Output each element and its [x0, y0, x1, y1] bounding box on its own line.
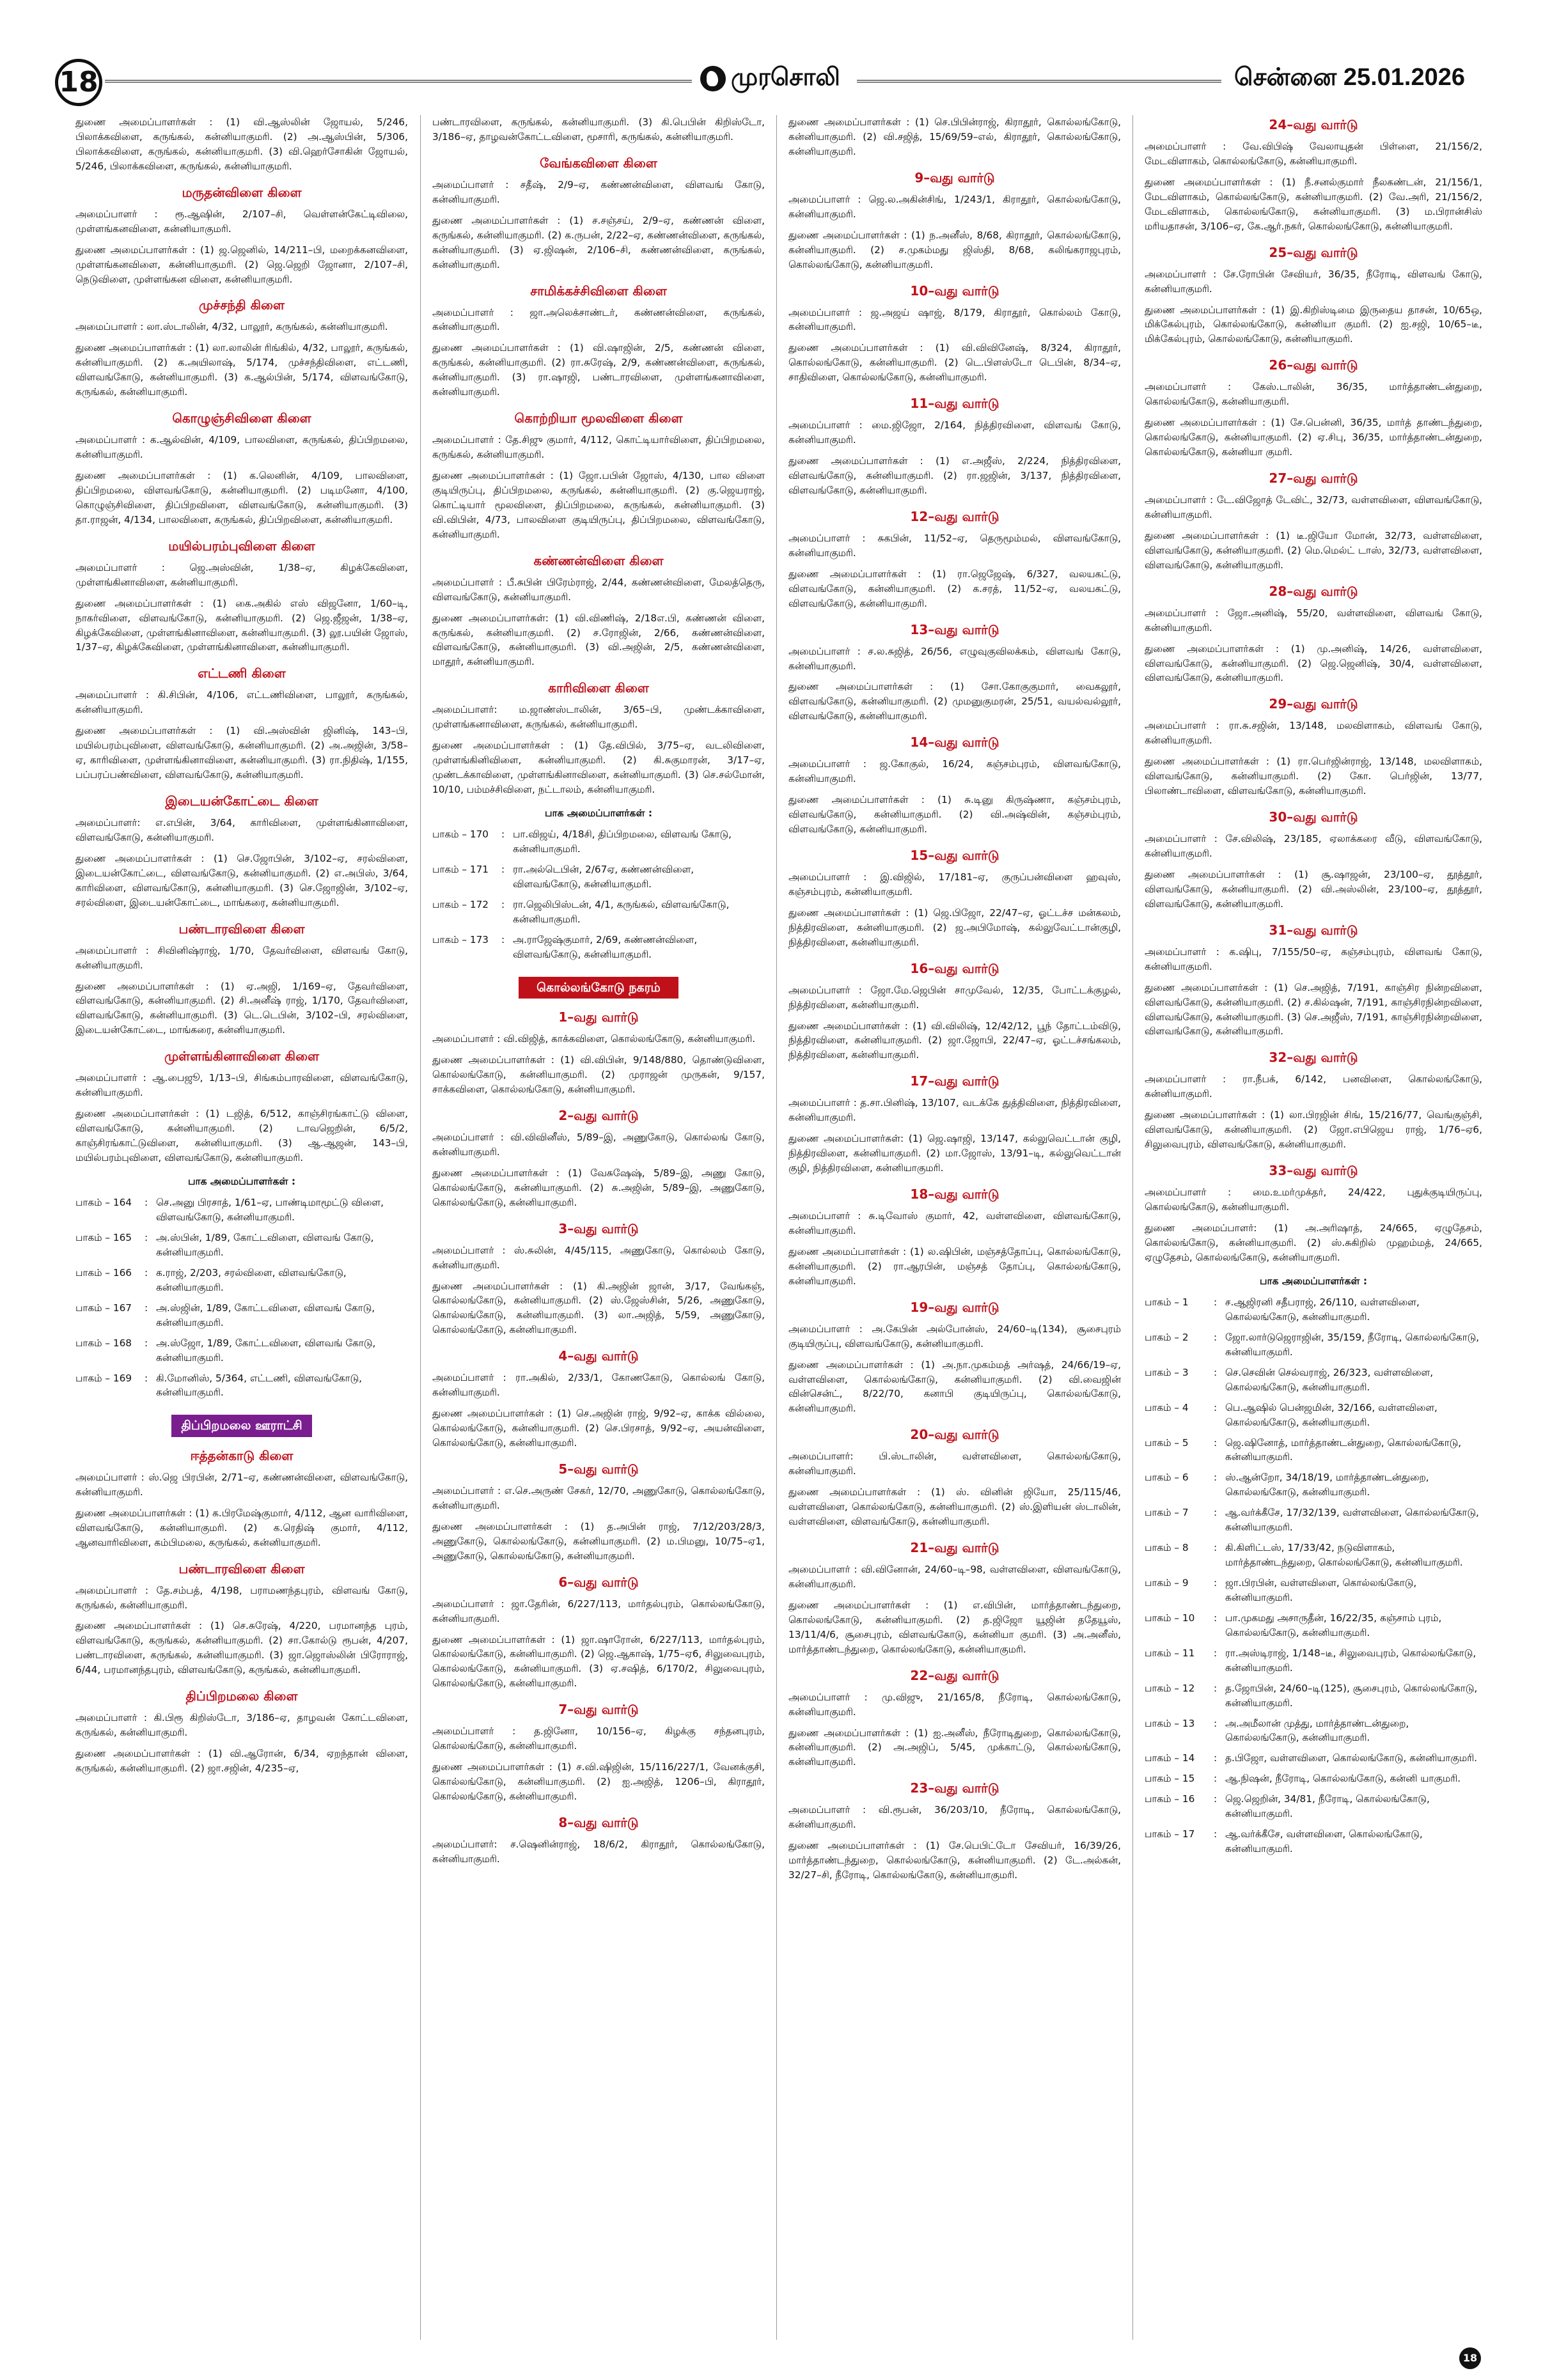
- entry: துணை அமைப்பாளர்கள் : (1) செ.ஜோபின், 3/102–ஏ, சரல்விளை, இடையன்கோட்டை, விளவங்கோடு, கன்னியாகுமரி. (2) எ.அபிஸ், 3/64, காரிவிளை, விளவங்கோடு, கன்னியாகுமரி. (3) செ.ஜோஜின், 3/102–ஏ, சரல்விளை, இடையன்கோட்டை, மாங்கரை, கன்னியாகுமரி.: [75, 852, 408, 908]
- table-row: பாகம் – 173 : அ.ராஜேஷ்குமார், 2/69, கண்ணன்விளை, விளவங்கோடு, கன்னியாகுமரி.: [432, 933, 698, 960]
- masthead: [0, 0, 1543, 109]
- branch-heading: திப்பிறமலை கிளை: [185, 1688, 298, 1704]
- ward-heading: 28–வது வார்டு: [1269, 583, 1358, 599]
- entry: துணை அமைப்பாளர்கள் : (1) எ.அஜீஸ், 2/224, நித்திரவிளை, விளவங்கோடு, கன்னியாகுமரி. (2) ரா.ஜஜின், 3/137, நித்திரவிளை, விளவங்கோடு, கன்னியாகுமரி.: [788, 455, 1121, 496]
- entry: துணை அமைப்பாளர்கள் : (1) கை.அகில் எஸ் விஜனோ, 1/60–டி, நாகர்விளை, விளவங்கோடு, கன்னியாகுமரி. (2) ஜெ.ஜீஜன், 1/38–ஏ, கிழக்கேவிளை, முள்ளங்கினாவிளை, கன்னியாகுமரி. (3) லூ.பயின் ஜோஸ், 1/37–ஏ, கிழக்கேவிளை, முள்ளங்கினாவிளை, கன்னியாகுமரி.: [75, 597, 408, 653]
- table-row: பாகம் – 5 : ஜெ.ஷினோத், மார்த்தாண்டன்துறை, கொல்லங்கோடு, கன்னியாகுமரி.: [1145, 1436, 1462, 1463]
- branch-heading: வேங்கவிளை கிளை: [540, 155, 657, 171]
- entry: துணை அமைப்பாளர்கள் : (1) வி.ஆஸ்லின் ஜோயல், 5/246, பிலாக்கவிளை, கருங்கல், கன்னியாகுமரி. (2) அ.ஆஸ்பின், 5/306, பிலாக்கவிளை, கருங்கல், கன்னியாகுமரி. (3) வி.ஹெர்சோகின் ஜோயல், 5/246, பிலாக்கவிளை, கருங்கல், கன்னியாகுமரி.: [75, 116, 408, 172]
- table-row: பாகம் – 172 : ரா.ஜெலிபிஸ்டன், 4/1, கருங்கல், விளவங்கோடு, கன்னியாகுமரி.: [432, 898, 730, 925]
- table-row: பாகம் – 15 : ஆ.நிஷன், நீரோடி, கொல்லங்கோடு, கன்னி யாகுமரி.: [1145, 1773, 1461, 1785]
- paper-name: முரசொலி: [731, 63, 840, 91]
- entry: அமைப்பாளர் : வி.ரூபன், 36/203/10, நீரோடி, கொல்லங்கோடு, கன்னியாகுமரி.: [788, 1804, 1121, 1831]
- entry: துணை அமைப்பாளர்கள் : (1) செ.சுரேஷ், 4/220, பரமானந்த புரம், விளவங்கோடு, கருங்கல், கன்னியாகுமரி. (2) சா.கோல்டு ரூபன், 4/207, பண்டாரவிளை, கருங்கல், கன்னியாகுமரி. (3) ஜா.ஜொஸ்லின் பிரோராஜ், 6/44, பரமானந்தபுரம், விளவங்கோடு, கருங்கல், கன்னியாகுமரி.: [75, 1620, 408, 1676]
- entry: அமைப்பாளர் : ஜோ.அனிஷ், 55/20, வள்ளவிளை, விளவங் கோடு, கன்னியாகுமரி.: [1145, 607, 1482, 634]
- ward-heading: 20–வது வார்டு: [910, 1427, 999, 1443]
- ward-heading: 17–வது வார்டு: [910, 1073, 999, 1089]
- entry: அமைப்பாளர் : க.ஆல்வின், 4/109, பாலவிளை, கருங்கல், திப்பிறமலை, கன்னியாகுமரி.: [75, 434, 408, 461]
- entry: துணை அமைப்பாளர்கள் : (1) செ.அஜின் ராஜ், 9/92–ஏ, காக்க வில்லை, கொல்லங்கோடு, கன்னியாகுமரி. (2) செ.பிரசாத், 9/92–ஏ, அயன்விளை, கொல்லங்கோடு, கன்னியாகுமரி.: [432, 1408, 765, 1449]
- entry: துணை அமைப்பாளர்கள்: (1) ஜெ.ஷாஜி, 13/147, கல்லுவெட்டான் குழி, நித்திரவிளை, கன்னியாகுமரி. (2) மா.ஜோஸ், 13/91–டி, கல்லுவெட்டான் குழி, நித்திரவிளை, கன்னியாகுமரி.: [788, 1133, 1121, 1174]
- entry: அமைப்பாளர் : டே.விஜோத் டேவிட், 32/73, வள்ளவிளை, விளவங்கோடு, கன்னியாகுமரி.: [1145, 494, 1482, 520]
- entry: அமைப்பாளர் : எ.செ.அருண் சேகர், 12/70, அணுகோடு, கொல்லங்கோடு, கன்னியாகுமரி.: [432, 1484, 765, 1511]
- branch-heading: முள்ளங்கினாவிளை கிளை: [164, 1048, 320, 1064]
- entry: அமைப்பாளர் : கி.சிபின், 4/106, எட்டணிவிளை, பாலூர், கருங்கல், கன்னியாகுமரி.: [75, 689, 408, 716]
- entry: அமைப்பாளர் : ரா.சு.சஜின், 13/148, மலவிளாகம், விளவங் கோடு, கன்னியாகுமரி.: [1145, 720, 1482, 747]
- entry: துணை அமைப்பாளர்கள் : (1) ஜோ.பபின் ஜோஸ், 4/130, பால விளை குடியிருப்பு, திப்பிறமலை, கருங்கல், கன்னியாகுமரி. (2) கு.ஜெயராஜ், கொட்டியார் மூலவிளை, திப்பிறமலை, கருங்கல், கன்னியாகுமரி. (3) வி.விபின், 4/73, பாலவிளை குடியிருப்பு, திப்பிறமலை, விளவங்கோடு, கன்னியாகுமரி.: [432, 470, 765, 540]
- section-subheading: பாக அமைப்பாளர்கள் :: [1259, 1275, 1368, 1287]
- table-row: பாகம் – 14 : த.பிஜோ, வள்ளவிளை, கொல்லங்கோடு, கன்னியாகுமரி.: [1145, 1752, 1477, 1764]
- table-row: பாகம் – 4 : பெ.ஆஷில் பென்ஜமின், 32/166, வள்ளவிளை, கொல்லங்கோடு, கன்னியாகுமரி.: [1145, 1401, 1437, 1428]
- entry: துணை அமைப்பாளர்கள் : (1) ந.அனீஸ், 8/68, கிராதூர், கொல்லங்கோடு, கன்னியாகுமரி. (2) ச.முகம்மது ஜிஸ்தி, 8/68, கலிங்கராஜபுரம், கொல்லங்கோடு, கன்னியாகுமரி.: [788, 229, 1121, 270]
- branch-heading: மருதன்விளை கிளை: [182, 184, 302, 200]
- entry: துணை அமைப்பாளர்கள் : (1) ஜா.ஷாரோன், 6/227/113, மார்தல்புரம், கொல்லங்கோடு, கன்னியாகுமரி. (2) ஜெ.ஆகாஷ், 1/75–ஏ6, சிலுவைபுரம், கொல்லங்கோடு, கன்னியாகுமரி. (3) ஏ.சஷித், 6/170/2, சிலுவைபுரம், கொல்லங்கோடு, கன்னியாகுமரி.: [432, 1633, 765, 1690]
- entry: அமைப்பாளர் : ரூ.ஆஷின், 2/107–சி, வெள்ளன்கேட்டிவிலை, முள்ளங்கனவிளை, கன்னியாகுமரி.: [75, 208, 408, 235]
- ward-heading: 27–வது வார்டு: [1269, 471, 1358, 486]
- entry: அமைப்பாளர் : த.ஜினோ, 10/156–ஏ, கிழக்கு சந்தனபுரம், கொல்லங்கோடு, கன்னியாகுமரி.: [432, 1725, 765, 1752]
- table-row: பாகம் – 10 : பா.முகமது அசாருதீன், 16/22/35, கஞ்சாம் புரம், கொல்லங்கோடு, கன்னியாகுமரி.: [1145, 1612, 1442, 1638]
- ward-heading: 32–வது வார்டு: [1269, 1050, 1358, 1066]
- entry: அமைப்பாளர் : இ.விஜில், 17/181–ஏ, குருப்பன்விளை ஹவுஸ், கஞ்சம்புரம், கன்னியாகுமரி.: [788, 871, 1121, 898]
- masthead-logo: [700, 63, 840, 95]
- entry: துணை அமைப்பாளர்கள் : (1) தே.விபில், 3/75–ஏ, வடலிவிளை, முள்ளங்கினிவிளை, கன்னியாகுமரி. (2) கி.சுகுமாரன், 3/17–ஏ, முண்டக்காவிளை, முள்ளங்கினாவிளை, கன்னியாகுமரி. (3) செ.சல்மோன், 10/10, பம்மச்சிவிளை, நட்டாலம், கன்னியாகுமரி.: [432, 740, 765, 795]
- section-banner: கொல்லங்கோடு நகரம்: [519, 977, 678, 999]
- entry: துணை அமைப்பாளர்கள் : (1) ரா.ஜெஜேஷ், 6/327, வலயகட்டு, விளவங்கோடு, கன்னியாகுமரி. (2) க.சரத், 11/52–ஏ, வலயகட்டு, விளவங்கோடு, கன்னியாகுமரி.: [788, 568, 1121, 609]
- entry: அமைப்பாளர்: ச.ஷெனின்ராஜ், 18/6/2, கிராதூர், கொல்லங்கோடு, கன்னியாகுமரி.: [432, 1838, 765, 1865]
- entry: அமைப்பாளர் : சு.டிவோஸ் குமார், 42, வள்ளவிளை, விளவங்கோடு, கன்னியாகுமரி.: [788, 1210, 1121, 1236]
- ward-heading: 15–வது வார்டு: [910, 847, 999, 863]
- entry: துணை அமைப்பாளர்கள் : (1) சோ.கோகுகுமார், வைகலூர், விளவங்கோடு, கன்னியாகுமரி. (2) முமனுகுமரன், 25/51, வயல்வல்லூர், விளவங்கோடு, கன்னியாகுமரி.: [788, 681, 1121, 722]
- ward-heading: 3–வது வார்டு: [558, 1220, 639, 1236]
- entry: துணை அமைப்பாளர்கள் : (1) ஸ். வினின் ஜியோ, 25/115/46, வள்ளவிளை, கொல்லங்கோடு, கன்னியாகுமரி. (2) ஸ்.இளியன் ஸ்டாலின், வள்ளவிளை, விளவங்கோடு, கன்னியாகுமரி.: [788, 1486, 1121, 1528]
- ward-heading: 19–வது வார்டு: [910, 1299, 999, 1315]
- page-number-badge: 18: [55, 59, 102, 106]
- entry: அமைப்பாளர் : ஸ்.சுலின், 4/45/115, அணுகோடு, கொல்லம் கோடு, கன்னியாகுமரி.: [432, 1244, 765, 1271]
- ward-heading: 16–வது வார்டு: [910, 960, 999, 976]
- entry: துணை அமைப்பாளர்கள் : (1) வேசுஷேஷ், 5/89–இ, அணு கோடு, கொல்லங்கோடு, கன்னியாகுமரி. (2) சு.அஜின், 5/89–இ, அணுகோடு, கொல்லங்கோடு, கன்னியாகுமரி.: [432, 1167, 765, 1208]
- ward-heading: 29–வது வார்டு: [1269, 696, 1358, 712]
- entry: துணை அமைப்பாளர்கள் : (1) செ.அஜித், 7/191, காஞ்சிர நின்றவிளை, விளவங்கோடு, கன்னியாகுமரி. (2) ச.கில்ஷன், 7/191, காஞ்சிரநின்றவிளை, விளவங்கோடு, கன்னியாகுமரி. (3) செ.அஜீஸ், 7/191, காஞ்சிரநின்றவிளை, விளவங்கோடு, கன்னியாகுமரி.: [1145, 981, 1482, 1038]
- entry: துணை அமைப்பாளர்கள் : (1) லா.லாலின் ரிங்கில், 4/32, பாலூர், கருங்கல், கன்னியாகுமரி. (2) க.அயிலாஷ், 5/174, முச்சந்திவிளை, எட்டணி, விளவங்கோடு, கன்னியாகுமரி. (3) க.ஆல்பின், 5/174, விளவங்கோடு, கருங்கல், கன்னியாகுமரி.: [75, 342, 408, 398]
- ward-heading: 31–வது வார்டு: [1269, 922, 1358, 938]
- branch-heading: கண்ணன்விளை கிளை: [533, 552, 664, 568]
- entry: பண்டாரவிளை, கருங்கல், கன்னியாகுமரி. (3) கி.பெபின் கிறிஸ்டோ, 3/186–ஏ, தாழவன்கோட்டவிளை, மூசாரி, கருங்கல், கன்னியாகுமரி.: [432, 116, 765, 143]
- entry: துணை அமைப்பாளர்கள் : (1) க.லெனின், 4/109, பாலவிளை, திப்பிறமலை, விளவங்கோடு, கன்னியாகுமரி. (2) படிமனோ, 4/100, கொழுஞ்சிவிளை, திப்பிறவிளை, விளவங்கோடு, கன்னியாகுமரி. (3) தா.ராஜன், 4/134, பாலவிளை, கருங்கல், திப்பிறவிளை, கன்னியாகுமரி.: [75, 470, 408, 525]
- entry: துணை அமைப்பாளர்கள் : (1) ச.சஞ்சய், 2/9–ஏ, கண்ணன் விளை, கருங்கல், கன்னியாகுமரி. (2) க.ருபன், 2/22–ஏ, கண்ணன்விளை, கருங்கல், கன்னியாகுமரி. (3) ஏ.ஜிஷன், 2/106–சி, கண்ணன்விளை, கருங்கல், கன்னியாகுமரி.: [432, 214, 765, 270]
- table-row: பாகம் – 165 : அ.ஸ்பின், 1/89, கோட்டவிளை, விளவங் கோடு, கன்னியாகுமரி.: [75, 1232, 374, 1258]
- entry: துணை அமைப்பாளர்கள் : (1) வி.விவினேஷ், 8/324, கிராதூர், கொல்லங்கோடு, கன்னியாகுமரி. (2) டெ.பிளஸ்டோ டெபின், 8/34–ஏ, சாதிவிளை, கொல்லங்கோடு, கன்னியாகுமரி.: [788, 342, 1121, 384]
- entry: அமைப்பாளர் : சே.ரோபின் சேவியர், 36/35, நீரோடி, விளவங் கோடு, கன்னியாகுமரி.: [1145, 268, 1482, 295]
- section-banner: திப்பிறமலை ஊராட்சி: [171, 1415, 312, 1437]
- entry: அமைப்பாளர் : ரா.நீபக், 6/142, பனவிளை, கொல்லங்கோடு, கன்னியாகுமரி.: [1145, 1073, 1482, 1100]
- table-row: பாகம் – 3 : செ.செவின் செல்வராஜ், 26/323, வள்ளவிளை, கொல்லங்கோடு, கன்னியாகுமரி.: [1145, 1366, 1434, 1393]
- entry: அமைப்பாளர் : வி.வினோன், 24/60–டி–98, வள்ளவிளை, விளவங்கோடு, கன்னியாகுமரி.: [788, 1564, 1121, 1590]
- entry: அமைப்பாளர் : ஆ.பைஜூ, 1/13–பி, சிங்கம்பாரவிளை, விளவங்கோடு, கன்னியாகுமரி.: [75, 1072, 408, 1099]
- table-row: பாகம் – 6 : ஸ்.ஆன்றோ, 34/18/19, மார்த்தாண்டன்துறை, கொல்லங்கோடு, கன்னியாகுமரி.: [1145, 1472, 1429, 1498]
- branch-heading: கொற்றியா மூலவிளை கிளை: [514, 410, 683, 426]
- entry: அமைப்பாளர் : தே.சம்பத், 4/198, பராமணந்தபுரம், விளவங் கோடு, கருங்கல், கன்னியாகுமரி.: [75, 1584, 408, 1611]
- entry: துணை அமைப்பாளர்கள் : (1) ஐ.அனீஸ், நீரோடிதுறை, கொல்லங்கோடு, கன்னியாகுமரி. (2) அ.அஜிப், 5/45, முக்காட்டு, கொல்லங்கோடு, கன்னியாகுமரி.: [788, 1727, 1121, 1768]
- rising-sun-icon: [700, 66, 726, 91]
- entry: அமைப்பாளர் : ஜா.தேரின், 6/227/113, மார்தல்புரம், கொல்லங்கோடு, கன்னியாகுமரி.: [432, 1598, 765, 1624]
- column-2: [432, 115, 765, 2340]
- table-row: பாகம் – 7 : ஆ.வர்க்கீசே, 17/32/139, வள்ளவிளை, கொல்லங்கோடு, கன்னியாகுமரி.: [1145, 1507, 1479, 1534]
- entry: அமைப்பாளர்: பி.ஸ்டாலின், வள்ளவிளை, கொல்லங்கோடு, கன்னியாகுமரி.: [788, 1451, 1121, 1477]
- entry: அமைப்பாளர் : க.ஷிபு, 7/155/50–ஏ, கஞ்சம்புரம், விளவங் கோடு, கன்னியாகுமரி.: [1145, 945, 1482, 972]
- table-row: பாகம் – 164 : செ.அனு பிரசாத், 1/61–ஏ, பாண்டிமாமூட்டு விளை, விளவங்கோடு, கன்னியாகுமரி.: [75, 1197, 384, 1224]
- entry: அமைப்பாளர் : வே.விபிஷ் வேலாயுதன் பிள்ளை, 21/156/2, மேடவிளாகம், கொல்லங்கோடு, கன்னியாகுமரி.: [1145, 141, 1482, 167]
- entry: துணை அமைப்பாளர்கள் : (1) அ.நா.முகம்மத் அர்ஷத், 24/66/19–ஏ, வள்ளவிளை, கொல்லங்கோடு, கன்னியாகுமரி. (2) வி.வைஜின் வின்சென்ட், 8/22/70, கனாபி குடியிருப்பு, கொல்லங்கோடு, கன்னியாகுமரி.: [788, 1358, 1121, 1415]
- entry: அமைப்பாளர்: ம.ஜாண்ஸ்டாலின், 3/65–பி, முண்டக்காவிளை, முள்ளங்கனாவிளை, கருங்கல், கன்னியாகுமரி.: [432, 704, 765, 731]
- entry: துணை அமைப்பாளர்கள் : (1) மு.அனிஷ், 14/26, வள்ளவிளை, விளவங்கோடு, கன்னியாகுமரி. (2) ஜெ.ஜெனிஷ், 30/4, வள்ளவிளை, விளவங்கோடு, கன்னியாகுமரி.: [1145, 642, 1482, 684]
- section-subheading: பாக அமைப்பாளர்கள் :: [544, 807, 653, 819]
- entry: அமைப்பாளர் : பீ.சுபின் பிரேம்ராஜ், 2/44, கண்ணன்விளை, மேலத்தெரு, விளவங்கோடு, கன்னியாகுமரி.: [432, 576, 765, 603]
- article-columns: [75, 115, 1482, 2340]
- entry: துணை அமைப்பாளர்கள் : (1) வி.ஆரோன், 6/34, ஏறந்தான் விளை, கருங்கல், கன்னியாகுமரி. (2) ஜா.சஜின், 4/235–ஏ,: [75, 1748, 408, 1774]
- entry: துணை அமைப்பாளர்கள் : (1) க.பிரமேஷ்குமார், 4/112, ஆன வாரிவிளை, விளவங்கோடு, கன்னியாகுமரி. (2) க.ரெதிஷ் குமார், 4/112, ஆனவாரிவிளை, கம்பிமலை, கருங்கல், கன்னியாகுமரி.: [75, 1507, 408, 1548]
- entry: அமைப்பாளர் : ஜா.அலெக்சாண்டர், கண்ணன்விளை, கருங்கல், கன்னியாகுமரி.: [432, 306, 765, 333]
- entry: துணை அமைப்பாளர்கள் : (1) சூ.ஷாஜன், 23/100–ஏ, தூத்தூர், விளவங்கோடு, கன்னியாகுமரி. (2) வி.அஸ்லின், 23/100–ஏ, தூத்தூர், விளவங்கோடு, கன்னியாகுமரி.: [1145, 868, 1482, 910]
- entry: துணை அமைப்பாளர்கள் : (1) செ.பிபின்ராஜ், கிராதூர், கொல்லங்கோடு, கன்னியாகுமரி. (2) வி.சஜித், 15/69/59–எல், கிராதூர், கொல்லங்கோடு, கன்னியாகுமரி.: [788, 116, 1121, 157]
- entry: துணை அமைப்பாளர்கள் : (1) டீ.ஜியோ மோன், 32/73, வள்ளவிளை, விளவங்கோடு, கன்னியாகுமரி. (2) மெ.மெல்ட் டாஸ், 32/73, வள்ளவிளை, விளவங்கோடு, கன்னியாகுமரி.: [1145, 529, 1482, 571]
- entry: அமைப்பாளர் : அ.கேபின் அல்போன்ஸ், 24/60–டி(134), சூசைபுரம் குடியிருப்பு, விளவங்கோடு, கன்னியாகுமரி.: [788, 1323, 1121, 1349]
- entry: துணை அமைப்பாளர்கள்: (1) வி.விணிஷ், 2/18எ.பி, கண்ணன் விளை, கருங்கல், கன்னியாகுமரி. (2) ச.ரோஜின், 2/66, கண்ணன்விளை, விளவங்கோடு, கன்னியாகுமரி. (3) வி.அஜின், 2/5, கண்ணன்விளை, மாதூர், கன்னியாகுமரி.: [432, 612, 765, 668]
- entry: அமைப்பாளர் : ஜ.அஜய் ஷாஜ், 8/179, கிராதூர், கொல்லம் கோடு, கன்னியாகுமரி.: [788, 306, 1121, 333]
- entry: துணை அமைப்பாளர்கள் : (1) வி.விலிஷ், 12/42/12, பூந் தோட்டம்விடு, நித்திரவிளை, கன்னியாகுமரி. (2) ஜா.ஜோபி, 22/47–ஏ, ஓட்டச்சங்கலம், நித்திரவிளை, கன்னியாகுமரி.: [788, 1020, 1121, 1061]
- entry: அமைப்பாளர் : சிவினிஷ்ராஜ், 1/70, தேவர்விளை, விளவங் கோடு, கன்னியாகுமரி.: [75, 944, 408, 971]
- ward-heading: 6–வது வார்டு: [558, 1574, 639, 1590]
- column-3: [788, 115, 1121, 2340]
- ward-heading: 24–வது வார்டு: [1269, 117, 1358, 132]
- ward-heading: 26–வது வார்டு: [1269, 357, 1358, 373]
- entry: துணை அமைப்பாளர்கள் : (1) ஜெ.பிஜோ, 22/47–ஏ, ஓட்டச்ச மன்கலம், நித்திரவிளை, கன்னியாகுமரி. (2) ஜ.அபிமோஷ், கல்லுவேட்டான்குழி, நித்திரவிளை, கன்னியாகுமரி.: [788, 906, 1121, 948]
- booth-table: [75, 1195, 408, 1406]
- column-1: [75, 115, 408, 2340]
- table-row: பாகம் – 12 : த.ஜோபின், 24/60–டி(125), சூசைபுரம், கொல்லங்கோடு, கன்னியாகுமரி.: [1145, 1682, 1478, 1709]
- entry: துணை அமைப்பாளர்கள் : (1) நீ.சனல்குமார் நீலகண்டன், 21/156/1, மேடவிளாகம், கொல்லங்கோடு, கன்னியாகுமரி. (2) வே.அரி, 21/156/2, மேடவிளாகம், கொல்லங்கோடு, கன்னியாகுமரி. (3) ம.பிரான்சிஸ் மரியதாசன், 3/106–ஏ, கே.ஆர்.நகர், கொல்லங்கோடு, கன்னியாகுமரி.: [1145, 176, 1482, 232]
- entry: அமைப்பாளர் : த.சா.பினிஷ், 13/107, வடக்கே துத்திவிளை, நித்திரவிளை, கன்னியாகுமரி.: [788, 1097, 1121, 1124]
- table-row: பாகம் – 11 : ரா.அஸ்டிராஜ், 1/148–டீ, சிலுவைபுரம், கொல்லங்கோடு, கன்னியாகுமரி.: [1145, 1647, 1476, 1674]
- ward-heading: 9–வது வார்டு: [914, 169, 995, 185]
- entry: அமைப்பாளர் : தே.சிஜு குமார், 4/112, கொட்டியார்விளை, திப்பிறமலை, கருங்கல், கன்னியாகுமரி.: [432, 434, 765, 461]
- entry: அமைப்பாளர் : லா.ஸ்டாலின், 4/32, பாலூர், கருங்கல், கன்னியாகுமரி.: [75, 321, 388, 333]
- entry: துணை அமைப்பாளர்கள் : (1) எ.விபின், மார்த்தாண்டந்துறை, கொல்லங்கோடு, கன்னியாகுமரி. (2) த.ஜிஜோ யூஜின் ததேயூஸ், 13/11/4/6, சூசைபுரம், விளவங்கோடு, கன்னியா குமரி. (3) அ.அனீஸ், மார்த்தாண்டந்துறை, கொல்லங்கோடு, கன்னியாகுமரி.: [788, 1599, 1121, 1655]
- branch-heading: மயில்பரம்புவிளை கிளை: [168, 538, 315, 554]
- entry: துணை அமைப்பாளர்கள் : (1) கி.அஜின் ஜான், 3/17, வேங்கஞ், கொல்லங்கோடு, கன்னியாகுமரி. (2) ஸ்.ஜேஸ்சின், 5/26, அணுகோடு, கொல்லங்கோடு, கன்னியாகுமரி. (3) லா.அஜித், 5/59, அணுகோடு, கொல்லங்கோடு, கன்னியாகுமரி.: [432, 1280, 765, 1336]
- ward-heading: 18–வது வார்டு: [910, 1186, 999, 1202]
- entry: துணை அமைப்பாளர்கள் : (1) சு.டினு கிருஷ்ணா, கஞ்சம்புரம், விளவங்கோடு, கன்னியாகுமரி. (2) வி.அஷ்வின், கஞ்சம்புரம், விளவங்கோடு, கன்னியாகுமரி.: [788, 794, 1121, 835]
- entry: அமைப்பாளர் : சதீஷ், 2/9–ஏ, கண்ணன்விளை, விளவங் கோடு, கன்னியாகுமரி.: [432, 178, 765, 205]
- ward-heading: 21–வது வார்டு: [910, 1540, 999, 1555]
- table-row: பாகம் – 16 : ஜெ.ஜெறின், 34/81, நீரோடி, கொல்லங்கோடு, கன்னியாகுமரி.: [1145, 1793, 1430, 1820]
- entry: துணை அமைப்பாளர்கள் : (1) ஏ.அஜி, 1/169–ஏ, தேவர்விளை, விளவங்கோடு, கன்னியாகுமரி. (2) சி.அனீஷ் ராஜ், 1/170, தேவர்விளை, விளவங்கோடு, கன்னியாகுமரி. (3) டெ.டெபின், 3/102–பி, சரல்விளை, இடையன்கோட்டை, மாங்கரை, கன்னியாகுமரி.: [75, 980, 408, 1036]
- branch-heading: சாமிக்கச்சிவிளை கிளை: [530, 283, 667, 299]
- entry: அமைப்பாளர் : ஸ்.ஜெ பிரபின், 2/71–ஏ, கண்ணன்விளை, விளவங்கோடு, கன்னியாகுமரி.: [75, 1471, 408, 1498]
- ward-heading: 4–வது வார்டு: [558, 1348, 639, 1364]
- booth-table: [1145, 1295, 1482, 1862]
- ward-heading: 22–வது வார்டு: [910, 1667, 999, 1683]
- branch-heading: பண்டாரவிளை கிளை: [178, 1560, 305, 1576]
- table-row: பாகம் – 17 : ஆ.வர்க்கீசே, வள்ளவிளை, கொல்லங்கோடு, கன்னியாகுமரி.: [1145, 1828, 1423, 1855]
- entry: அமைப்பாளர் : கி.பிரூ கிறிஸ்டோ, 3/186–ஏ, தாழவன் கோட்டவிளை, கருங்கல், கன்னியாகுமரி.: [75, 1712, 408, 1739]
- table-row: பாகம் – 9 : ஜா.பிரபின், வள்ளவிளை, கொல்லங்கோடு, கன்னியாகுமரி.: [1145, 1577, 1417, 1603]
- table-row: பாகம் – 13 : அ.அமீலான் முத்து, மார்த்தாண்டன்துறை, கொல்லங்கோடு, கன்னியாகுமரி.: [1145, 1717, 1409, 1744]
- ward-heading: 23–வது வார்டு: [910, 1780, 999, 1796]
- branch-heading: இடையன்கோட்டை கிளை: [165, 793, 318, 809]
- entry: துணை அமைப்பாளர்: (1) அ.அரிஷாத், 24/665, ஏழுதேசம், கொல்லங்கோடு, கன்னியாகுமரி. (2) ஸ்.சுகிறில் முஹம்மத், 24/665, ஏழுதேசம், கொல்லங்கோடு, கன்னியாகுமரி.: [1145, 1222, 1482, 1263]
- entry: துணை அமைப்பாளர்கள் : (1) த.அபின் ராஜ், 7/12/203/28/3, அணுகோடு, கொல்லங்கோடு, கன்னியாகுமரி. (2) ம.பிமனு, 10/75–ஏ1, அணுகோடு, கொல்லங்கோடு, கன்னியாகுமரி.: [432, 1520, 765, 1562]
- branch-heading: முச்சந்தி கிளை: [199, 297, 285, 313]
- entry: துணை அமைப்பாளர்கள் : (1) இ.கிறிஸ்டிமை இருதைய தாசன், 10/65ஒ, மிக்கேல்புரம், கொல்லங்கோடு, கன்னியா குமரி. (2) ஐ.சஜி, 10/65–டீ, மிக்கேல்புரம், கொல்லங்கோடு, கன்னியாகுமரி.: [1145, 304, 1482, 345]
- entry: அமைப்பாளர் : சுகபின், 11/52–ஏ, தெருமூம்மல், விளவங்கோடு, கன்னியாகுமரி.: [788, 532, 1121, 559]
- ward-heading: 2–வது வார்டு: [558, 1107, 639, 1123]
- section-subheading: பாக அமைப்பாளர்கள் :: [187, 1175, 296, 1187]
- branch-heading: ஈத்தன்காடு கிளை: [190, 1447, 294, 1463]
- table-row: பாகம் – 171 : ரா.அல்டெபின், 2/67ஏ, கண்ணன்விளை, விளவங்கோடு, கன்னியாகுமரி.: [432, 864, 694, 890]
- entry: துணை அமைப்பாளர்கள் : (1) ஜ.ஜெனில், 14/211–பி, மறைக்கனவிளை, முள்ளங்கனவிளை, கன்னியாகுமரி. (2) ஜெ.ஜெறி ஜோனா, 2/107–சி, நெடுவிளை, முள்ளங்கன விளை, கன்னியாகுமரி.: [75, 244, 408, 285]
- entry: துணை அமைப்பாளர்கள் : (1) ரா.பெர்ஜின்ராஜ், 13/148, மலவிளாகம், விளவங்கோடு, கன்னியாகுமரி. (2) கோ. பெர்ஜின், 13/77, பிலாண்டாவிளை, விளவங்கோடு, கன்னியாகுமரி.: [1145, 756, 1482, 797]
- entry: அமைப்பாளர் : ஜெ.ல.அகின்சிங், 1/243/1, கிராதூர், கொல்லங்கோடு, கன்னியாகுமரி.: [788, 193, 1121, 220]
- entry: அமைப்பாளர் : ச.ல.சுஜித், 26/56, எழுவுகுவிலக்கம், விளவங் கோடு, கன்னியாகுமரி.: [788, 645, 1121, 672]
- table-row: பாகம் – 168 : அ.ஸ்ஜோ, 1/89, கோட்டவிளை, விளவங் கோடு, கன்னியாகுமரி.: [75, 1337, 376, 1364]
- entry: துணை அமைப்பாளர்கள் : (1) வி.ஷாஜின், 2/5, கண்ணன் விளை, கருங்கல், கன்னியாகுமரி. (2) ரா.சுரேஷ், 2/9, கண்ணன்விளை, கருங்கல், கன்னியாகுமரி. (3) ரா.ஷாஜி, பண்டாரவிளை, முள்ளங்கனாவிளை, கன்னியாகுமரி.: [432, 342, 765, 398]
- dateline: சென்னை 25.01.2026: [1234, 64, 1466, 91]
- entry: துணை அமைப்பாளர்கள் : (1) சே.பென்னி, 36/35, மார்த் தாண்டந்துறை, கொல்லங்கோடு, கன்னியாகுமரி. (2) ஏ.சிபு, 36/35, மார்த்தாண்டன்துறை, கொல்லங்கோடு, கன்னியா குமரி.: [1145, 417, 1482, 458]
- table-row: பாகம் – 166 : க.ராஜ், 2/203, சரல்விளை, விளவங்கோடு, கன்னியாகுமரி.: [75, 1266, 347, 1293]
- entry: துணை அமைப்பாளர்கள் : (1) வி.விபின், 9/148/880, தொண்டுவிளை, கொல்லங்கோடு, கன்னியாகுமரி. (2) முராஜன் முருகன், 9/157, சாக்கவிளை, கொல்லங்கோடு, கன்னியாகுமரி.: [432, 1054, 765, 1095]
- table-row: பாகம் – 169 : கி.மோனிஸ், 5/364, எட்டணி, விளவங்கோடு, கன்னியாகுமரி.: [75, 1372, 362, 1399]
- booth-table: [432, 827, 765, 968]
- ward-heading: 30–வது வார்டு: [1269, 809, 1358, 825]
- entry: துணை அமைப்பாளர்கள் : (1) லா.பிரஜின் சிங், 15/216/77, வெங்குஞ்சி, விளவங்கோடு, கன்னியாகுமரி. (2) ஜோ.எபிஜெய ராஜ், 1/76–ஏ6, சிலுவைபுரம், விளவங்கோடு, கன்னியாகுமரி.: [1145, 1109, 1482, 1151]
- footer-page-number: 18: [1459, 2347, 1481, 2369]
- table-row: பாகம் – 8 : கி.கிளிட்டஸ், 17/33/42, நடுவிளாகம், மார்த்தாண்டந்துறை, கொல்லங்கோடு, கன்னியாகுமரி.: [1145, 1542, 1463, 1569]
- ward-heading: 8–வது வார்டு: [558, 1814, 639, 1830]
- table-row: பாகம் – 2 : ஜோ.லார்டுஜெராஜின், 35/159, நீரோடி, கொல்லங்கோடு, கன்னியாகுமரி.: [1145, 1331, 1480, 1358]
- entry: துணை அமைப்பாளர்கள் : (1) சே.பெபிட்டோ சேவியர், 16/39/26, மார்த்தாண்டந்துறை, கொல்லங்கோடு, கன்னியாகுமரி. (2) டே.அல்கன், 32/27–சி, நீரோடி, கொல்லங்கோடு, கன்னியாகுமரி.: [788, 1840, 1121, 1881]
- entry: அமைப்பாளர் : வி.விஜித், காக்கவிளை, கொல்லங்கோடு, கன்னியாகுமரி.: [432, 1033, 756, 1045]
- entry: அமைப்பாளர் : மை.ஜிஜோ, 2/164, நித்திரவிளை, விளவங் கோடு, கன்னியாகுமரி.: [788, 419, 1121, 446]
- entry: அமைப்பாளர் : ஜோ.மே.ஜெபின் சாமுவேல், 12/35, போட்டக்குழல், நித்திரவிளை, கன்னியாகுமரி.: [788, 984, 1121, 1011]
- column-4: [1145, 115, 1482, 2340]
- table-row: பாகம் – 170 : பா.விஜய், 4/18சி, திப்பிறமலை, விளவங் கோடு, கன்னியாகுமரி.: [432, 828, 732, 855]
- branch-heading: பண்டாரவிளை கிளை: [178, 921, 305, 937]
- entry: துணை அமைப்பாளர்கள் : (1) ல.ஷிபின், மஞ்சத்தோப்பு, கொல்லங்கோடு, கன்னியாகுமரி. (2) ரா.ஆரபின், மஞ்சத் தோப்பு, கொல்லங்கோடு, கன்னியாகுமரி.: [788, 1245, 1121, 1287]
- entry: துணை அமைப்பாளர்கள் : (1) ச.வி.ஷிஜின், 15/116/227/1, வேனக்குசி, கொல்லங்கோடு, கன்னியாகுமரி. (2) ஐ.அஜித், 1206–பி, கிராதூர், கொல்லங்கோடு, கன்னியாகுமரி.: [432, 1761, 765, 1802]
- entry: அமைப்பாளர் : வி.விவினீஸ், 5/89–இ, அணுகோடு, கொல்லங் கோடு, கன்னியாகுமரி.: [432, 1131, 765, 1158]
- branch-heading: காரிவிளை கிளை: [548, 680, 649, 696]
- table-row: பாகம் – 167 : அ.ஸ்ஜின், 1/89, கோட்டவிளை, விளவங் கோடு, கன்னியாகுமரி.: [75, 1302, 375, 1328]
- ward-heading: 25–வது வார்டு: [1269, 244, 1358, 260]
- masthead-rule-left: [105, 80, 692, 82]
- ward-heading: 12–வது வார்டு: [910, 508, 999, 524]
- entry: அமைப்பாளர் : கேஸ்.டாலின், 36/35, மார்த்தாண்டன்துறை, கொல்லங்கோடு, கன்னியாகுமரி.: [1145, 381, 1482, 408]
- branch-heading: கொழுஞ்சிவிளை கிளை: [172, 410, 311, 426]
- entry: துணை அமைப்பாளர்கள் : (1) டஜித், 6/512, காஞ்சிரங்காட்டு விளை, விளவங்கோடு, கன்னியாகுமரி. (2) டாவஜெறின், 6/5/2, காஞ்சிரங்காட்டுவிளை, கன்னியாகுமரி. (3) ஆ.ஆஜன், 143–பி, மயில்பரம்புவிளை, விளவங்கோடு, கன்னியாகுமரி.: [75, 1108, 408, 1163]
- ward-heading: 13–வது வார்டு: [910, 621, 999, 637]
- ward-heading: 10–வது வார்டு: [910, 283, 999, 299]
- entry: அமைப்பாளர் : ஜ.கோகுல், 16/24, கஞ்சம்புரம், விளவங்கோடு, கன்னியாகுமரி.: [788, 758, 1121, 785]
- table-row: பாகம் – 1 : ச.ஆஜிரனி சதீபராஜ், 26/110, வள்ளவிளை, கொல்லங்கோடு, கன்னியாகுமரி.: [1145, 1296, 1420, 1323]
- ward-heading: 11–வது வார்டு: [910, 396, 999, 412]
- entry: அமைப்பாளர் : மு.விஜு, 21/165/8, நீரோடி, கொல்லங்கோடு, கன்னியாகுமரி.: [788, 1691, 1121, 1718]
- ward-heading: 1–வது வார்டு: [558, 1009, 639, 1025]
- entry: அமைப்பாளர் : ரா.அகில், 2/33/1, கோணகோடு, கொல்லங் கோடு, கன்னியாகுமரி.: [432, 1372, 765, 1399]
- ward-heading: 7–வது வார்டு: [558, 1702, 639, 1718]
- ward-heading: 5–வது வார்டு: [558, 1461, 639, 1477]
- ward-heading: 14–வது வார்டு: [910, 735, 999, 751]
- entry: அமைப்பாளர் : சே.விலிஷ், 23/185, ஏலாக்கரை வீடு, விளவங்கோடு, கன்னியாகுமரி.: [1145, 833, 1482, 859]
- entry: துணை அமைப்பாளர்கள் : (1) வி.அஸ்வின் ஜினிஷ், 143–பி, மயில்பரம்புவிளை, விளவங்கோடு, கன்னியாகுமரி. (2) அ.அஜின், 3/58–ஏ, காரிவிளை, முள்ளங்கினாவிளை, கன்னியாகுமரி. (3) ரா.நிதிஷ், 1/155, பப்பரப்பண்விளை, விளவங்கோடு, கன்னியாகுமரி.: [75, 725, 408, 781]
- entry: அமைப்பாளர் : ஜெ.அஸ்வின், 1/38–ஏ, கிழக்கேவிளை, முள்ளங்கினாவிளை, கன்னியாகுமரி.: [75, 561, 408, 588]
- masthead-rule-right: [857, 80, 1221, 82]
- entry: அமைப்பாளர்: எ.எபின், 3/64, காரிவிளை, முள்ளங்கினாவிளை, விளவங்கோடு, கன்னியாகுமரி.: [75, 817, 408, 843]
- branch-heading: எட்டணி கிளை: [198, 665, 286, 681]
- entry: அமைப்பாளர் : மை.உமர்முக்தர், 24/422, புதுக்குடியிருப்பு, கொல்லங்கோடு, கன்னியாகுமரி.: [1145, 1186, 1482, 1213]
- ward-heading: 33–வது வார்டு: [1269, 1163, 1358, 1179]
